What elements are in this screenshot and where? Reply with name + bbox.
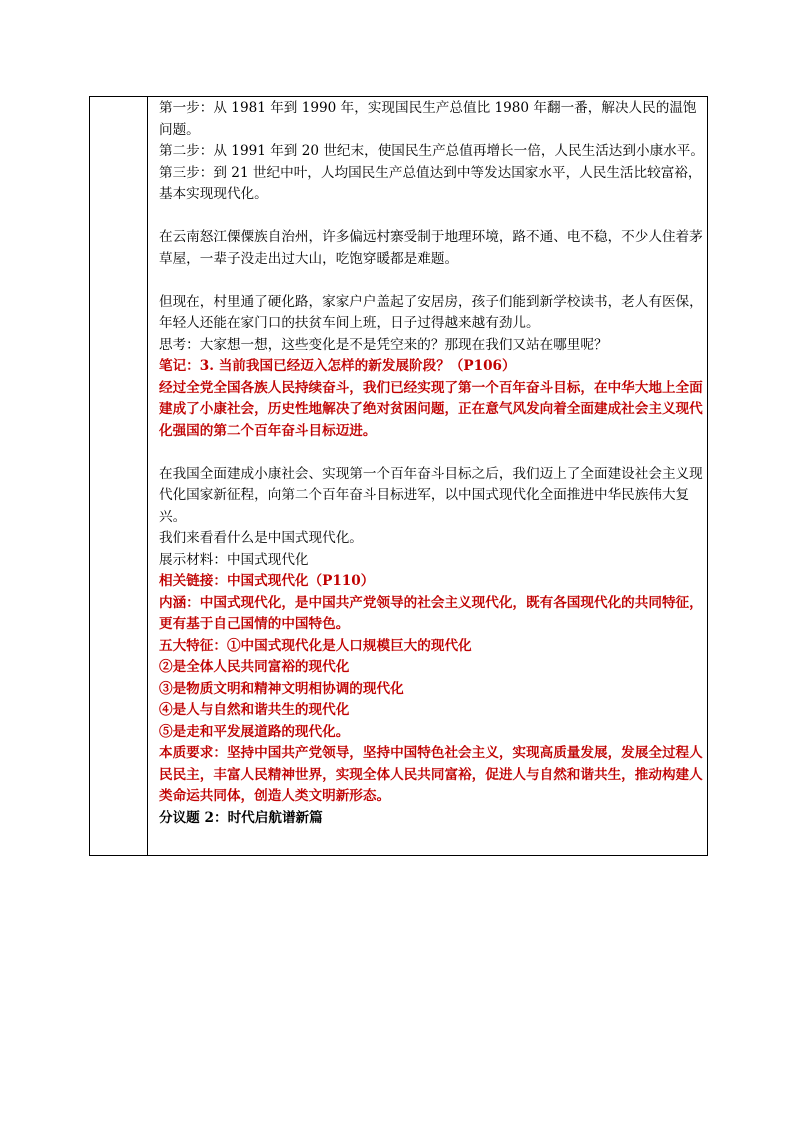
highlighted-note: 笔记：3. 当前我国已经迈入怎样的新发展阶段？（P106） [159,358,516,374]
left-column-cell [90,97,148,856]
paragraph: 展示材料：中国式现代化 [159,551,309,568]
highlighted-note: ⑤是走和平发展道路的现代化。 [159,723,350,740]
highlighted-note: 五大特征：①中国式现代化是人口规模巨大的现代化 [159,637,472,654]
blank-line [159,206,704,228]
highlighted-note: 经过全党全国各族人民持续奋斗，我们已经实现了第一个百年奋斗目标，在中华大地上全面建成了小康社会，历史性地解决了绝对贫困问题，正在意气风发向着全面建成社会主义现代化强国的第二个百年奋斗目标迈进。 [159,379,703,439]
lesson-table [89,96,708,856]
highlighted-note: ③是物质文明和精神文明相协调的现代化 [159,680,404,697]
highlighted-note: ②是全体人民共同富裕的现代化 [159,659,350,675]
paragraph: 我们来看看什么是中国式现代化。 [159,530,363,546]
paragraph: 第一步：从 1981 年到 1990 年，实现国民生产总值比 1980 年翻一番，解决人民的温饱问题。 [159,100,697,138]
highlighted-note: 相关链接：中国式现代化（P110） [159,573,375,589]
subtopic-heading: 分议题 2：时代启航谱新篇 [159,809,323,826]
highlighted-note: ④是人与自然和谐共生的现代化 [159,702,350,718]
table-row [90,97,708,856]
paragraph: 在云南怒江傈僳族自治州，许多偏远村寨受制于地理环境，路不通、电不稳，不少人住着茅草屋，一辈子没走出过大山，吃饱穿暖都是难题。 [159,229,703,267]
paragraph: 思考：大家想一想，这些变化是不是凭空来的？那现在我们又站在哪里呢？ [159,336,608,353]
blank-line [159,270,704,292]
paragraph: 但现在，村里通了硬化路，家家户户盖起了安居房，孩子们能到新学校读书，老人有医保，年轻人还能在家门口的扶贫车间上班，日子过得越来越有劲儿。 [159,293,703,331]
highlighted-note: 内涵：中国式现代化，是中国共产党领导的社会主义现代化，既有各国现代化的共同特征，更有基于自己国情的中国特色。 [159,594,703,632]
lesson-content [148,97,707,829]
paragraph: 第三步：到 21 世纪中叶，人均国民生产总值达到中等发达国家水平，人民生活比较富裕，基本实现现代化。 [159,164,702,202]
blank-line [159,442,704,464]
paragraph: 第二步：从 1991 年到 20 世纪末，使国民生产总值再增长一倍，人民生活达到小康水平。 [159,143,704,159]
paragraph: 在我国全面建成小康社会、实现第一个百年奋斗目标之后，我们迈上了全面建设社会主义现代化国家新征程，向第二个百年奋斗目标进军，以中国式现代化全面推进中华民族伟大复兴。 [159,465,703,525]
highlighted-note: 本质要求：坚持中国共产党领导，坚持中国特色社会主义，实现高质量发展，发展全过程人民民主，丰富人民精神世界，实现全体人民共同富裕，促进人与自然和谐共生，推动构建人类命运共同体，创造人类文明新形态。 [159,745,703,804]
content-cell [148,97,708,856]
